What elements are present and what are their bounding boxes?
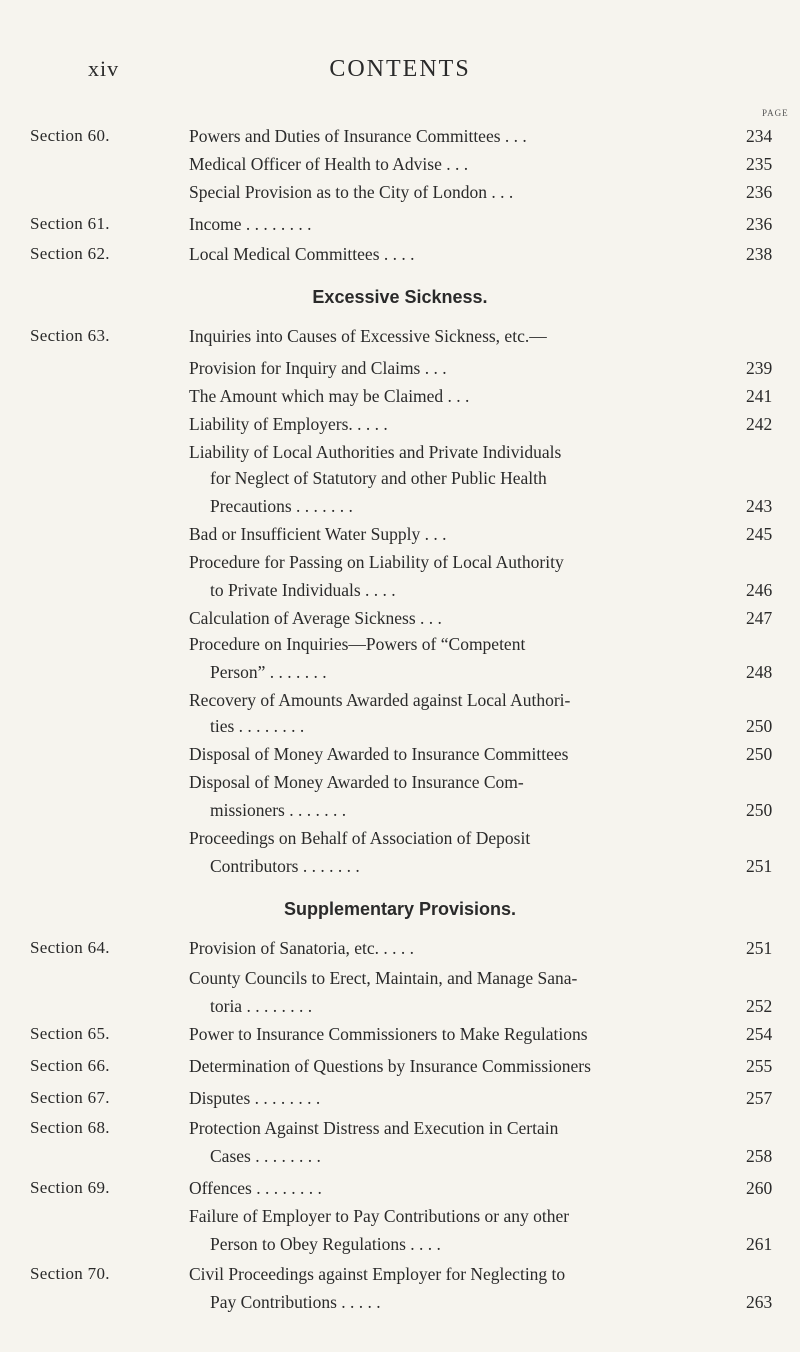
page-number: 260	[746, 1178, 773, 1198]
entry-title: Failure of Employer to Pay Contributions or any other	[189, 1206, 570, 1226]
toc-entry	[0, 494, 800, 518]
toc-entry	[0, 1232, 800, 1256]
entry-title: Bad or Insufficient Water Supply . . .	[189, 524, 447, 544]
entry-title: Person” . . . . . . .	[210, 662, 327, 682]
section-number: Section 68.	[30, 1118, 110, 1137]
page-number: 238	[746, 244, 773, 264]
section-number: Section 65.	[30, 1024, 110, 1043]
toc-entry	[0, 632, 800, 656]
toc-entry	[0, 606, 800, 630]
page-number: 263	[746, 1292, 773, 1312]
toc-entry	[0, 550, 800, 574]
running-head	[0, 56, 800, 90]
page-number: 236	[746, 182, 773, 202]
toc-entry	[0, 356, 800, 380]
page-number: 251	[746, 856, 773, 876]
toc-entry	[0, 152, 800, 176]
entry-title: Precautions . . . . . . .	[210, 496, 353, 516]
section-number: Section 69.	[30, 1178, 110, 1197]
page-number: 235	[746, 154, 773, 174]
entry-title: Proceedings on Behalf of Association of Deposit	[189, 828, 531, 848]
page-number: 258	[746, 1146, 773, 1166]
entry-title: County Councils to Erect, Maintain, and Manage Sana-	[189, 968, 578, 988]
entry-title: Disposal of Money Awarded to Insurance Committees	[189, 744, 569, 764]
entry-title: missioners . . . . . . .	[210, 800, 347, 820]
entry-title: Inquiries into Causes of Excessive Sickness, etc.—	[189, 326, 547, 346]
toc-entry	[0, 1262, 800, 1286]
toc-entry	[0, 994, 800, 1018]
section-heading: Excessive Sickness.	[312, 287, 488, 307]
toc-entry	[0, 688, 800, 712]
section-number: Section 62.	[30, 244, 110, 263]
toc-entry	[0, 1116, 800, 1140]
toc-entry	[0, 1054, 800, 1078]
entry-title: Civil Proceedings against Employer for Neglecting to	[189, 1264, 566, 1284]
page-number: 255	[746, 1056, 773, 1076]
section-heading: Supplementary Provisions.	[283, 899, 517, 919]
entry-title: Disposal of Money Awarded to Insurance Com-	[189, 772, 524, 792]
toc-entry	[0, 1086, 800, 1110]
page-column-label: PAGE	[762, 108, 789, 118]
toc-entry	[0, 770, 800, 794]
entry-title: Person to Obey Regulations . . . .	[210, 1234, 441, 1254]
entry-title: Local Medical Committees . . . .	[189, 244, 415, 264]
toc-entry	[0, 180, 800, 204]
toc-entry	[0, 714, 800, 738]
entry-title: Procedure for Passing on Liability of Local Authority	[189, 552, 564, 572]
section-number: Section 67.	[30, 1088, 110, 1107]
toc-entry	[0, 826, 800, 850]
page-number: 261	[746, 1234, 773, 1254]
page-number: 239	[746, 358, 773, 378]
entry-title: for Neglect of Statutory and other Public Health	[210, 468, 547, 488]
toc-entry	[0, 936, 800, 960]
page-folio: xiv	[88, 56, 120, 81]
entry-title: The Amount which may be Claimed . . .	[189, 386, 470, 406]
page-number: 243	[746, 496, 773, 516]
entry-title: Liability of Employers. . . . .	[189, 414, 388, 434]
page-number: 247	[746, 608, 773, 628]
entry-title: Pay Contributions . . . . .	[210, 1292, 381, 1312]
toc-entry	[0, 1204, 800, 1228]
page-number: 257	[746, 1088, 773, 1108]
entry-title: ties . . . . . . . .	[210, 716, 305, 736]
section-number: Section 66.	[30, 1056, 110, 1075]
toc-entry	[0, 522, 800, 546]
toc-entry	[0, 966, 800, 990]
toc-entry	[0, 212, 800, 236]
toc-entry	[0, 1022, 800, 1046]
toc-entry	[0, 384, 800, 408]
page-number: 250	[746, 744, 773, 764]
page-number: 245	[746, 524, 773, 544]
entry-title: toria . . . . . . . .	[210, 996, 313, 1016]
entry-title: Disputes . . . . . . . .	[189, 1088, 321, 1108]
toc-entry	[0, 854, 800, 878]
page-number: 251	[746, 938, 773, 958]
page-title: CONTENTS	[329, 56, 471, 82]
page-number: 242	[746, 414, 773, 434]
page-number: 252	[746, 996, 773, 1016]
page-number: 254	[746, 1024, 773, 1044]
page-number: 250	[746, 716, 773, 736]
entry-title: Powers and Duties of Insurance Committees . . .	[189, 126, 527, 146]
entry-title: Provision for Inquiry and Claims . . .	[189, 358, 447, 378]
toc-entry	[0, 1176, 800, 1200]
toc-entry	[0, 242, 800, 266]
entry-title: Cases . . . . . . . .	[210, 1146, 321, 1166]
entry-title: Special Provision as to the City of London . . .	[189, 182, 514, 202]
section-number: Section 60.	[30, 126, 110, 145]
toc-entry	[0, 660, 800, 684]
toc-entry	[0, 1144, 800, 1168]
page-number: 250	[746, 800, 773, 820]
entry-title: Recovery of Amounts Awarded against Local Authori-	[189, 690, 571, 710]
section-number: Section 61.	[30, 214, 110, 233]
entry-title: Offences . . . . . . . .	[189, 1178, 322, 1198]
toc-entry	[0, 1290, 800, 1314]
entry-title: Protection Against Distress and Execution in Certain	[189, 1118, 559, 1138]
entry-title: Contributors . . . . . . .	[210, 856, 360, 876]
section-number: Section 63.	[30, 326, 110, 345]
entry-title: Income . . . . . . . .	[189, 214, 312, 234]
toc-entry	[0, 578, 800, 602]
toc-entry	[0, 440, 800, 464]
entry-title: Calculation of Average Sickness . . .	[189, 608, 442, 628]
toc-entry	[0, 124, 800, 148]
section-number: Section 64.	[30, 938, 110, 957]
entry-title: Liability of Local Authorities and Private Individuals	[189, 442, 562, 462]
page-number: 248	[746, 662, 773, 682]
page-number: 241	[746, 386, 773, 406]
toc-entry	[0, 324, 800, 348]
toc-entry	[0, 412, 800, 436]
entry-title: Medical Officer of Health to Advise . . .	[189, 154, 469, 174]
entry-title: to Private Individuals . . . .	[210, 580, 396, 600]
page-number: 246	[746, 580, 773, 600]
entry-title: Procedure on Inquiries—Powers of “Competent	[189, 634, 526, 654]
entry-title: Determination of Questions by Insurance Commissioners	[189, 1056, 591, 1076]
page-number: 234	[746, 126, 773, 146]
toc-entry	[0, 742, 800, 766]
section-number: Section 70.	[30, 1264, 110, 1283]
entry-title: Provision of Sanatoria, etc. . . . .	[189, 938, 415, 958]
entry-title: Power to Insurance Commissioners to Make Regulations	[189, 1024, 588, 1044]
toc-entry	[0, 466, 800, 490]
toc-entry	[0, 798, 800, 822]
page-number: 236	[746, 214, 773, 234]
